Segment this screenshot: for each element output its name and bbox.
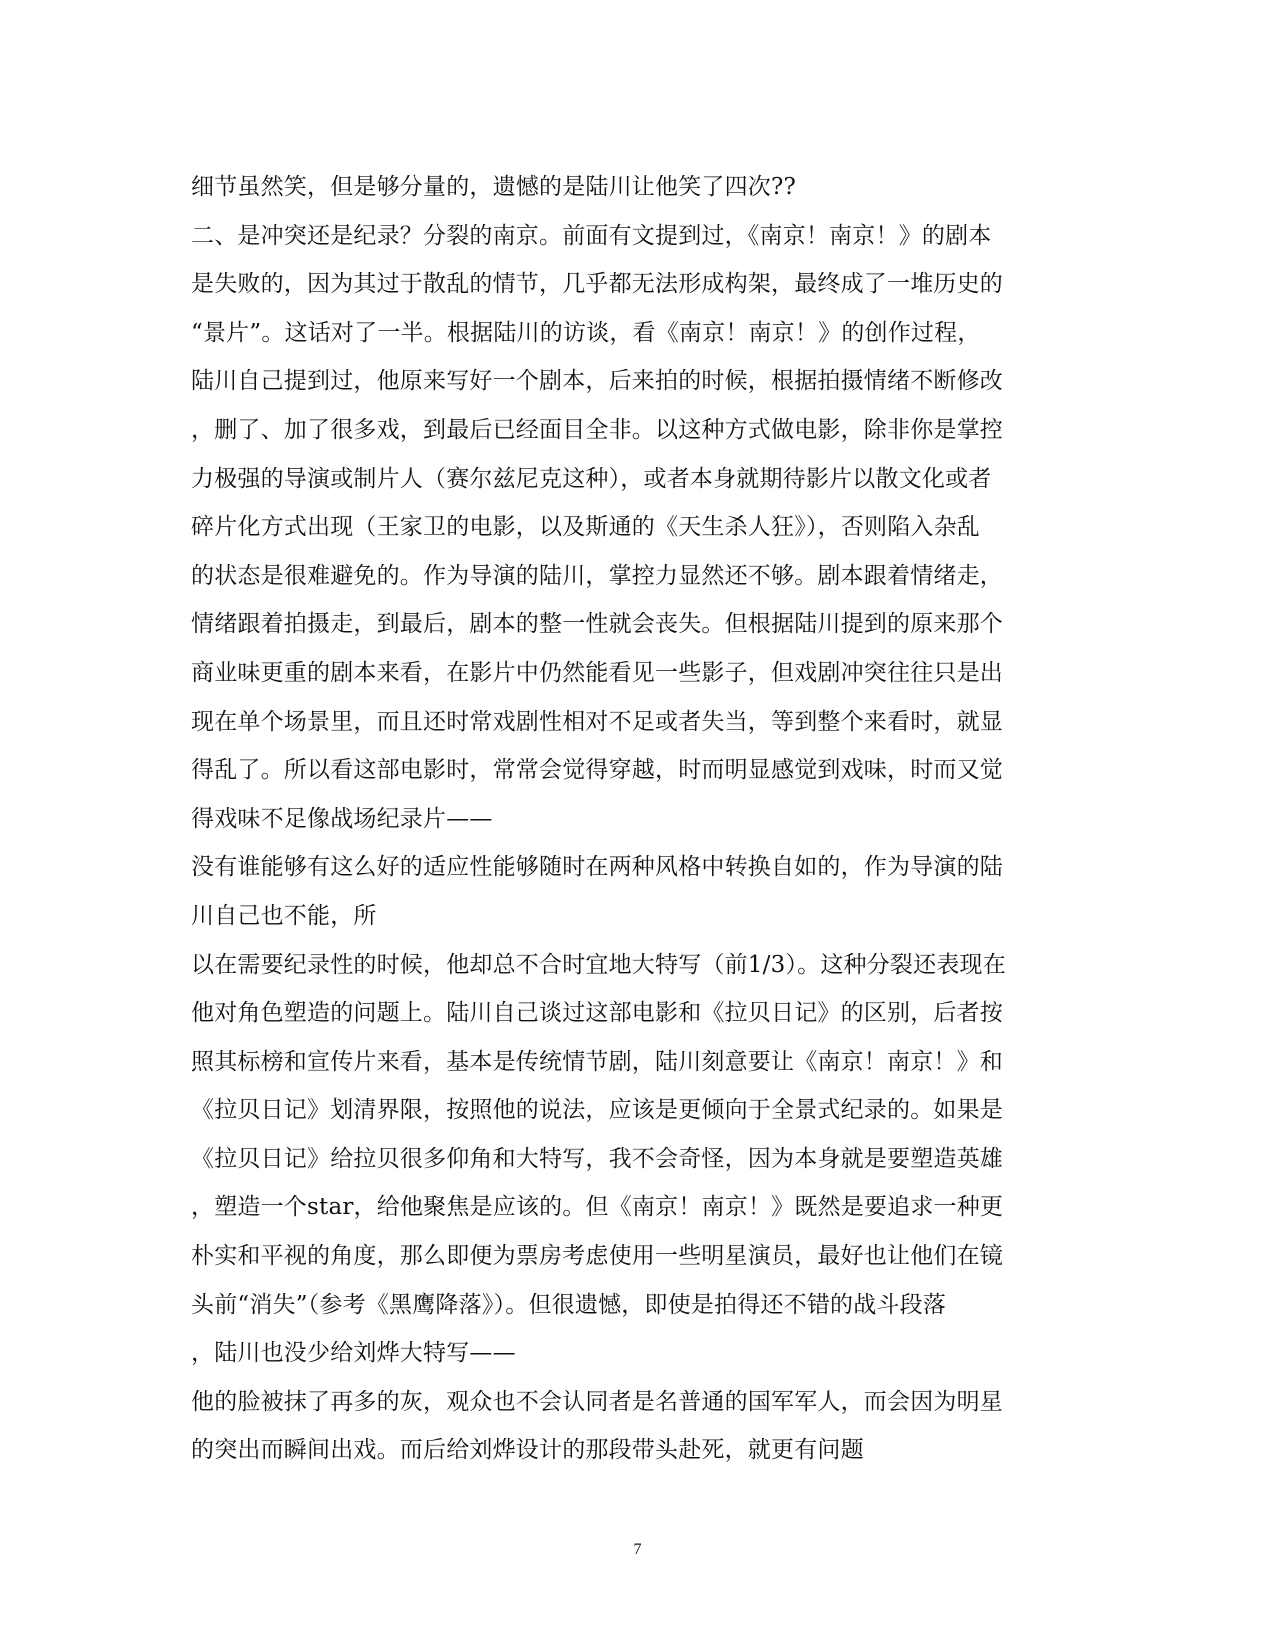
text-line: “景片”。这话对了一半。根据陆川的访谈，看《南京！南京！》的创作过程， [191,319,981,346]
text-line: 现在单个场景里，而且还时常戏剧性相对不足或者失当，等到整个来看时，就显 [191,708,1003,735]
text-line: 商业味更重的剧本来看，在影片中仍然能看见一些影子，但戏剧冲突往往只是出 [191,659,1003,686]
text-line: 情绪跟着拍摄走，到最后，剧本的整一性就会丧失。但根据陆川提到的原来那个 [191,611,1003,638]
text-line: 《拉贝日记》划清界限，按照他的说法，应该是更倾向于全景式纪录的。如果是 [191,1097,1003,1124]
text-line: 他的脸被抹了再多的灰，观众也不会认同者是名普通的国军军人，而会因为明星 [191,1388,1003,1415]
text-line: 他对角色塑造的问题上。陆川自己谈过这部电影和《拉贝日记》的区别，后者按 [191,1000,1003,1027]
page-number: 7 [633,1541,642,1558]
text-line: 细节虽然笑，但是够分量的，遗憾的是陆川让他笑了四次?? [191,174,797,200]
text-line: 川自己也不能，所 [191,902,377,929]
text-line: ，塑造一个star，给他聚焦是应该的。但《南京！南京！》既然是要追求一种更 [191,1194,1004,1221]
body-text [191,163,1091,1475]
text-line: 得戏味不足像战场纪录片—— [191,805,493,832]
text-line: 陆川自己提到过，他原来写好一个剧本，后来拍的时候，根据拍摄情绪不断修改 [191,368,1003,395]
text-line: 头前“消失”（参考《黑鹰降落》）。但很遗憾，即使是拍得还不错的战斗段落 [191,1291,947,1318]
text-line: 力极强的导演或制片人（赛尔兹尼克这种），或者本身就期待影片以散文化或者 [191,465,992,492]
text-line: 的突出而瞬间出戏。而后给刘烨设计的那段带头赴死，就更有问题 [191,1437,864,1464]
text-line: 没有谁能够有这么好的适应性能够随时在两种风格中转换自如的，作为导演的陆 [191,854,1003,881]
text-line: 碎片化方式出现（王家卫的电影，以及斯通的《天生杀人狂》），否则陷入杂乱 [191,514,980,541]
text-line: 以在需要纪录性的时候，他却总不合时宜地大特写（前1/3）。这种分裂还表现在 [191,951,1006,978]
text-line: 朴实和平视的角度，那么即便为票房考虑使用一些明星演员，最好也让他们在镜 [191,1243,1003,1270]
text-line: 二、是冲突还是纪录？分裂的南京。前面有文提到过，《南京！南京！》的剧本 [191,222,992,249]
text-line: ，陆川也没少给刘烨大特写—— [191,1340,516,1367]
text-line: 照其标榜和宣传片来看，基本是传统情节剧，陆川刻意要让《南京！南京！》和 [191,1048,1003,1075]
text-line: 《拉贝日记》给拉贝很多仰角和大特写，我不会奇怪，因为本身就是要塑造英雄 [191,1145,1003,1172]
text-line: 的状态是很难避免的。作为导演的陆川，掌控力显然还不够。剧本跟着情绪走， [191,562,1003,589]
text-line: 得乱了。所以看这部电影时，常常会觉得穿越，时而明显感觉到戏味，时而又觉 [191,757,1003,784]
text-line: ，删了、加了很多戏，到最后已经面目全非。以这种方式做电影，除非你是掌控 [191,416,1003,443]
text-line: 是失败的，因为其过于散乱的情节，几乎都无法形成构架，最终成了一堆历史的 [191,271,1003,298]
